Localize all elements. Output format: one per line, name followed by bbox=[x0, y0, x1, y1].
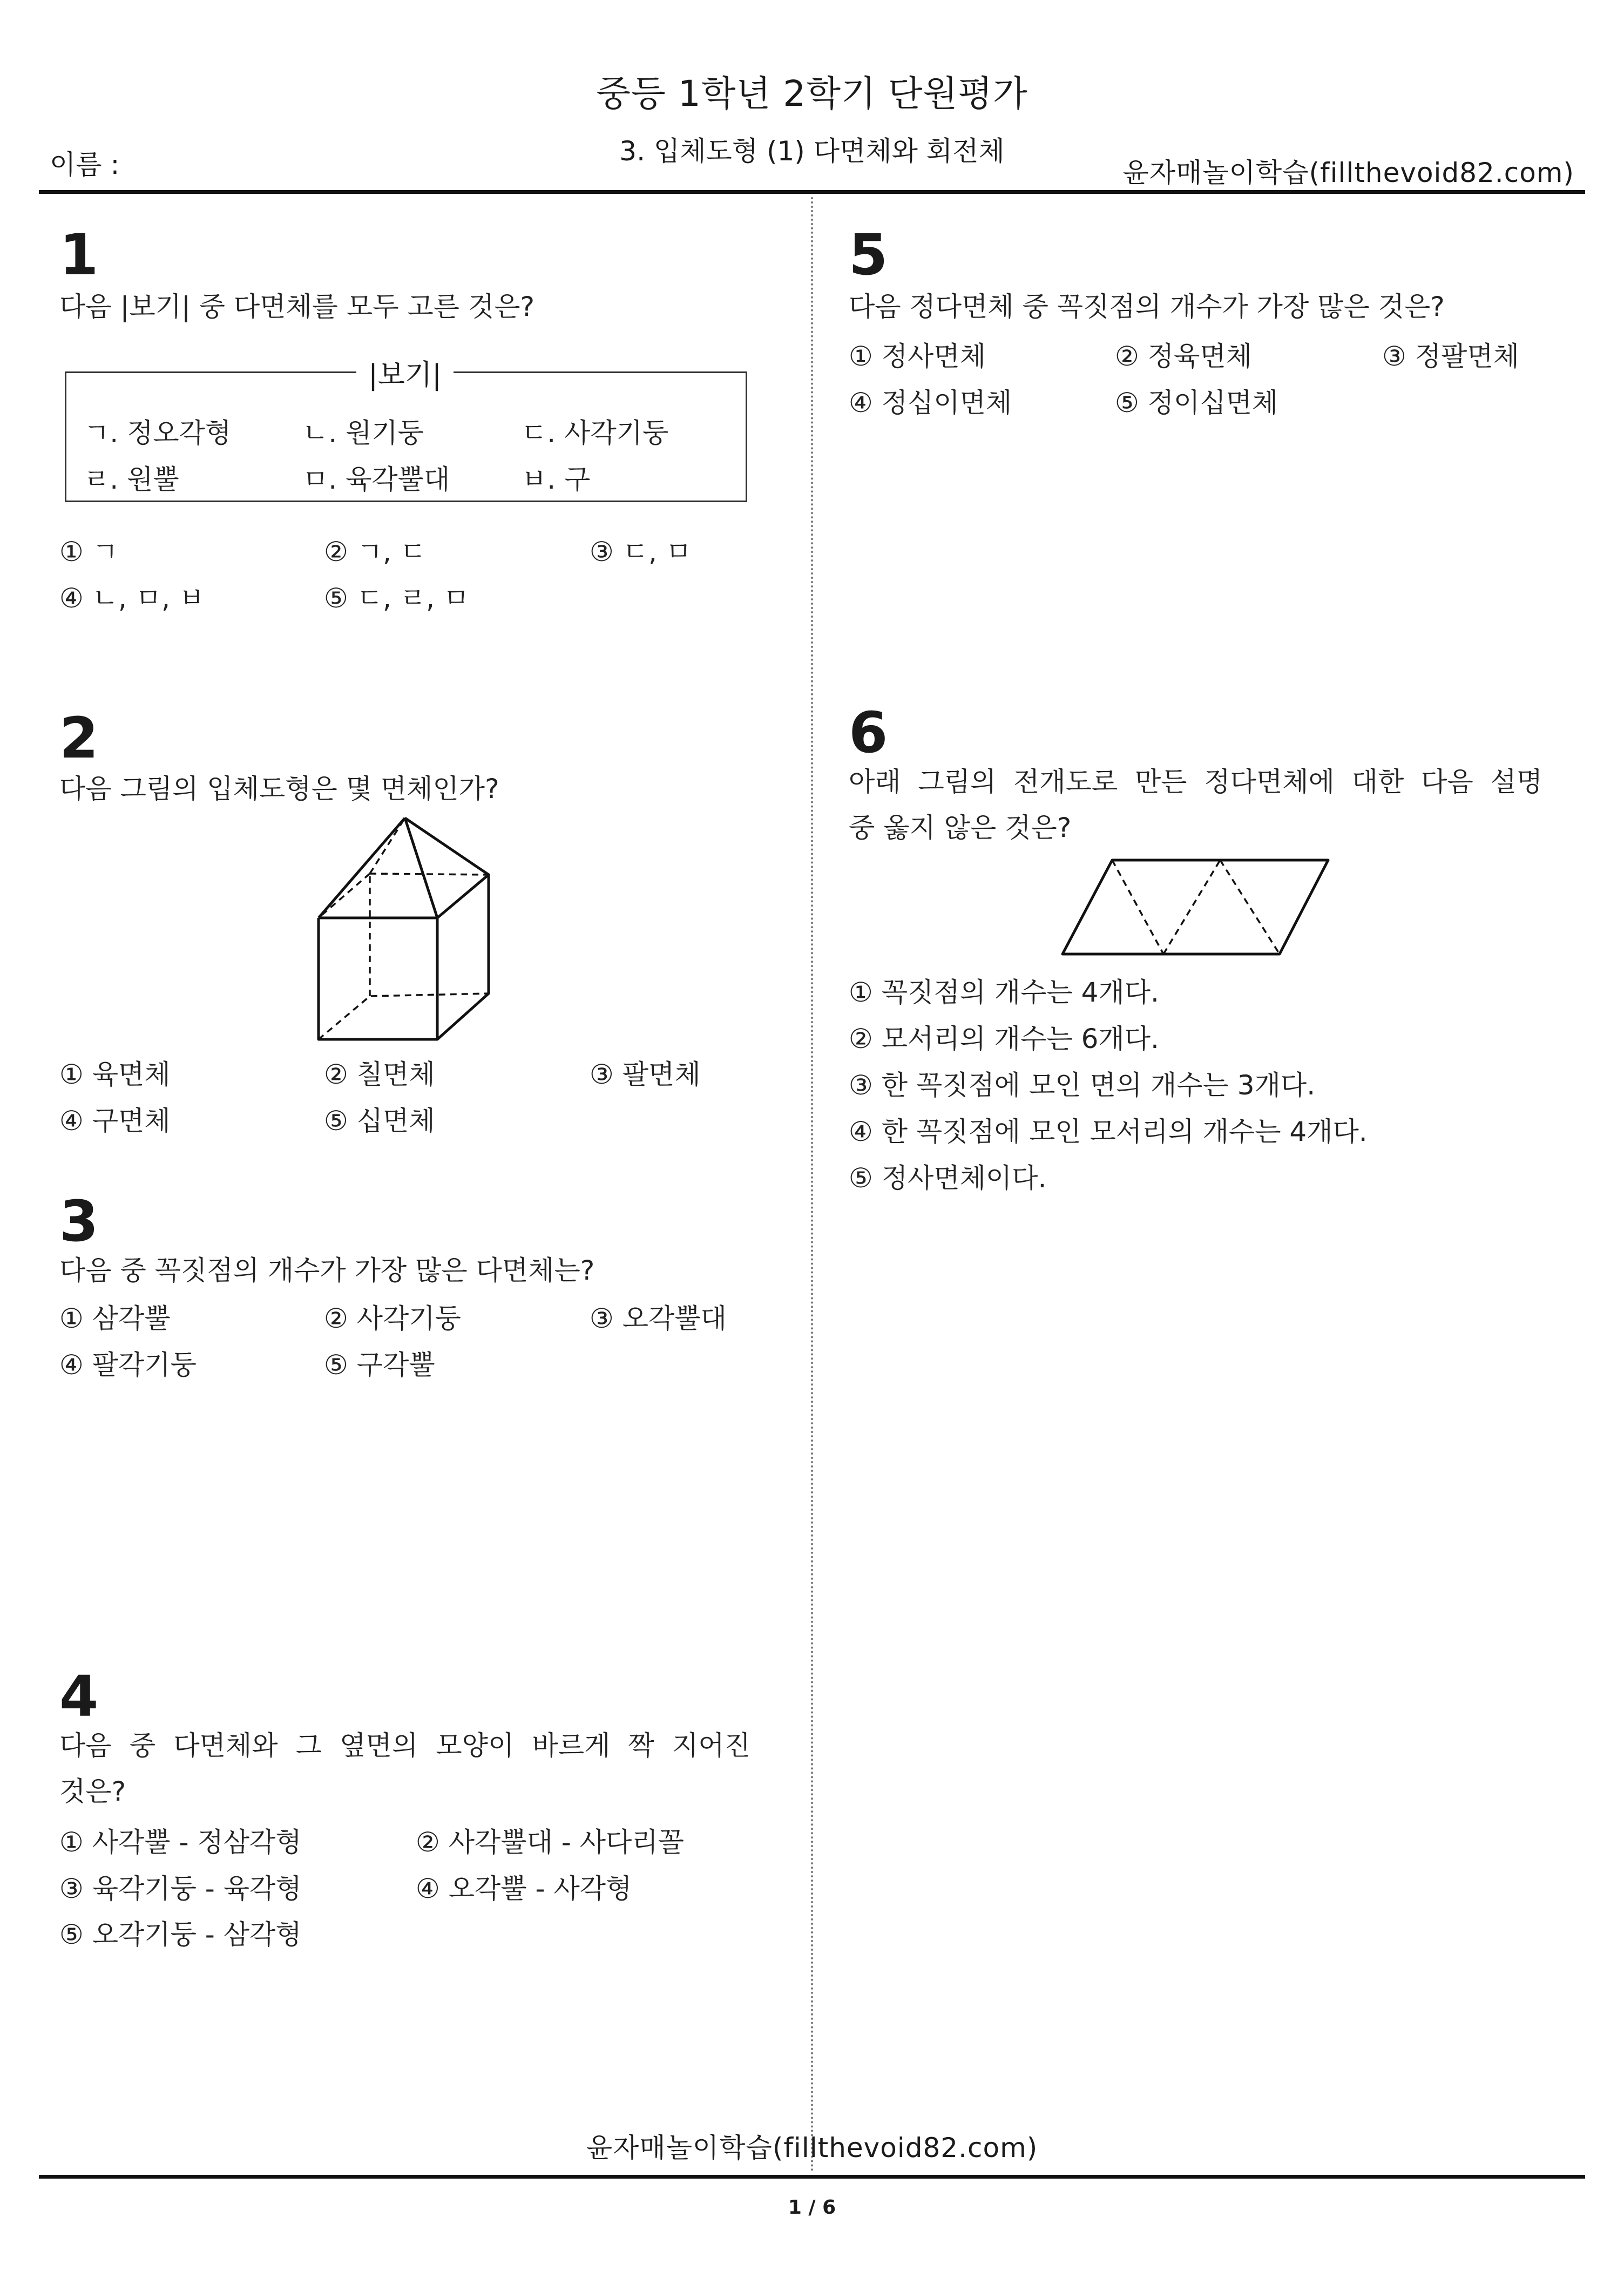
page-subtitle: 3. 입체도형 (1) 다면체와 회전체 bbox=[619, 136, 1005, 167]
question-2-option-4[interactable]: ④ 구면체 bbox=[59, 1105, 171, 1137]
box-item-1: ㄱ. 정오각형 bbox=[84, 417, 232, 449]
question-2-option-2[interactable]: ② 칠면체 bbox=[324, 1059, 435, 1090]
box-item-2: ㄴ. 원기둥 bbox=[302, 417, 424, 449]
question-1-option-4[interactable]: ④ ㄴ, ㅁ, ㅂ bbox=[59, 583, 205, 614]
question-3-option-1[interactable]: ① 삼각뿔 bbox=[59, 1303, 171, 1334]
question-2-option-1[interactable]: ① 육면체 bbox=[59, 1059, 171, 1090]
question-6-option-4[interactable]: ④ 한 꼭짓점에 모인 모서리의 개수는 4개다. bbox=[849, 1116, 1368, 1147]
question-1-option-2[interactable]: ② ㄱ, ㄷ bbox=[324, 536, 427, 567]
question-6-option-2[interactable]: ② 모서리의 개수는 6개다. bbox=[849, 1023, 1159, 1054]
question-4-option-2[interactable]: ② 사각뿔대 - 사다리꼴 bbox=[416, 1827, 684, 1858]
question-6-option-5[interactable]: ⑤ 정사면체이다. bbox=[849, 1162, 1047, 1194]
question-3-option-5[interactable]: ⑤ 구각뿔 bbox=[324, 1349, 435, 1381]
question-5-text: 다음 정다면체 중 꼭짓점의 개수가 가장 많은 것은? bbox=[849, 291, 1445, 322]
name-label: 이름 : bbox=[50, 149, 120, 180]
question-6-net-figure bbox=[1058, 856, 1334, 958]
question-6-text-line-1: 아래 그림의 전개도로 만든 정다면체에 대한 다음 설명 bbox=[849, 766, 1542, 797]
question-1-box-label: |보기| bbox=[0, 352, 810, 393]
question-4-number: 4 bbox=[59, 1664, 99, 1729]
page-number: 1 / 6 bbox=[788, 2196, 836, 2219]
box-item-5: ㅁ. 육각뿔대 bbox=[302, 464, 450, 495]
question-5-number: 5 bbox=[849, 222, 888, 288]
question-1-option-5[interactable]: ⑤ ㄷ, ㄹ, ㅁ bbox=[324, 583, 470, 614]
question-1-number: 1 bbox=[59, 222, 99, 288]
question-2-option-3[interactable]: ③ 팔면체 bbox=[590, 1059, 701, 1090]
question-3-option-4[interactable]: ④ 팔각기둥 bbox=[59, 1349, 197, 1381]
column-divider bbox=[811, 197, 813, 2173]
question-1-option-1[interactable]: ① ㄱ bbox=[59, 536, 119, 567]
question-3-option-3[interactable]: ③ 오각뿔대 bbox=[590, 1303, 727, 1334]
header-brand: 윤자매놀이학습(fillthevoid82.com) bbox=[1122, 157, 1574, 188]
question-6-option-1[interactable]: ① 꼭짓점의 개수는 4개다. bbox=[849, 977, 1159, 1008]
question-4-text-line-2: 것은? bbox=[59, 1776, 126, 1807]
question-1-option-3[interactable]: ③ ㄷ, ㅁ bbox=[590, 536, 692, 567]
question-5-option-1[interactable]: ① 정사면체 bbox=[849, 341, 986, 372]
box-item-6: ㅂ. 구 bbox=[521, 464, 591, 495]
question-2-option-5[interactable]: ⑤ 십면체 bbox=[324, 1105, 435, 1137]
question-6-number: 6 bbox=[849, 700, 888, 766]
question-6-option-3[interactable]: ③ 한 꼭짓점에 모인 면의 개수는 3개다. bbox=[849, 1070, 1316, 1101]
question-2-number: 2 bbox=[59, 705, 99, 771]
question-3-option-2[interactable]: ② 사각기둥 bbox=[324, 1303, 461, 1334]
question-4-option-4[interactable]: ④ 오각뿔 - 사각형 bbox=[416, 1873, 632, 1904]
footer-brand: 윤자매놀이학습(fillthevoid82.com) bbox=[586, 2132, 1038, 2163]
question-4-option-1[interactable]: ① 사각뿔 - 정삼각형 bbox=[59, 1827, 302, 1858]
question-4-text-line-1: 다음 중 다면체와 그 옆면의 모양이 바르게 짝 지어진 bbox=[59, 1730, 750, 1761]
question-5-option-3[interactable]: ③ 정팔면체 bbox=[1382, 341, 1519, 372]
question-2-text: 다음 그림의 입체도형은 몇 면체인가? bbox=[59, 773, 499, 804]
question-5-option-2[interactable]: ② 정육면체 bbox=[1115, 341, 1252, 372]
footer-divider bbox=[39, 2175, 1585, 2179]
page-title: 중등 1학년 2학기 단원평가 bbox=[596, 73, 1028, 114]
question-4-option-3[interactable]: ③ 육각기둥 - 육각형 bbox=[59, 1873, 302, 1904]
box-item-3: ㄷ. 사각기둥 bbox=[521, 417, 669, 449]
question-5-option-5[interactable]: ⑤ 정이십면체 bbox=[1115, 387, 1278, 418]
header-divider bbox=[39, 190, 1585, 194]
question-2-figure bbox=[313, 810, 497, 1042]
question-3-number: 3 bbox=[59, 1188, 99, 1254]
box-item-4: ㄹ. 원뿔 bbox=[84, 464, 179, 495]
question-1-text: 다음 |보기| 중 다면체를 모두 고른 것은? bbox=[59, 291, 535, 322]
question-5-option-4[interactable]: ④ 정십이면체 bbox=[849, 387, 1012, 418]
question-6-text-line-2: 중 옳지 않은 것은? bbox=[849, 812, 1072, 843]
question-3-text: 다음 중 꼭짓점의 개수가 가장 많은 다면체는? bbox=[59, 1255, 595, 1286]
question-4-option-5[interactable]: ⑤ 오각기둥 - 삼각형 bbox=[59, 1919, 302, 1950]
